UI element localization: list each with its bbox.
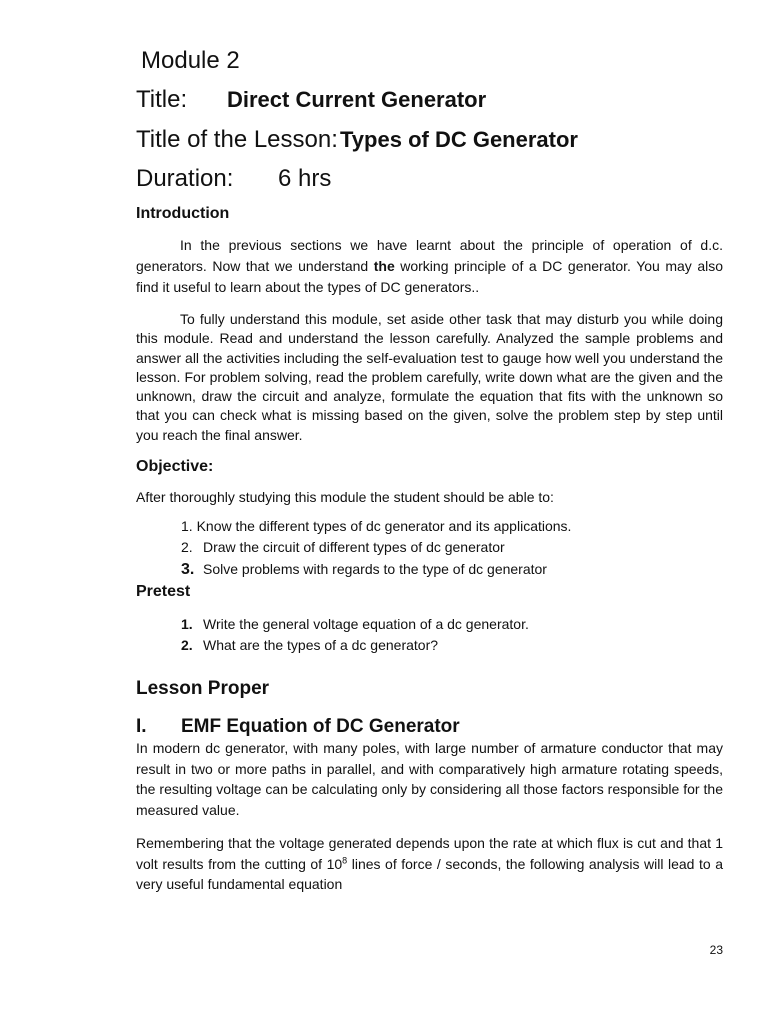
intro-p1-bold: the <box>373 258 395 274</box>
lesson-p2-text-a: Remembering that the voltage generated depends upon the rate at which flux is cut and that 1 volt results from the cutting of 10 <box>136 835 723 872</box>
duration-label: Duration: <box>136 165 234 192</box>
page-number: 23 <box>709 943 723 957</box>
duration-line <box>136 165 331 193</box>
intro-p1-text-a: In the previous sections we have learnt about the principle of operation of d.c. generators. Now that we understand <box>136 237 723 274</box>
objective-item-1 <box>181 516 571 536</box>
objective-item-3-text: Solve problems with regards to the type of dc generator <box>203 561 547 577</box>
module-label: Module 2 <box>141 47 240 74</box>
introduction-paragraph-2 <box>136 310 723 445</box>
pretest-item-1-text: Write the general voltage equation of a dc generator. <box>203 616 529 632</box>
title-value: Direct Current Generator <box>227 87 487 112</box>
objective-item-3-num: 3. <box>181 561 195 578</box>
lesson-paragraph-1: In modern dc generator, with many poles, with large number of armature conductor that may result in two or more paths in parallel, and with comparatively high armature rotating speeds, the resulting voltage can be calculating only by considering all those factors responsible for the measured value. <box>136 740 723 819</box>
pretest-item-1 <box>181 614 529 634</box>
objective-item-1-text: Know the different types of dc generator and its applications. <box>196 518 572 534</box>
pretest-item-1-num: 1. <box>181 616 193 632</box>
objective-heading: Objective: <box>136 458 214 475</box>
emf-section-number: I. <box>136 716 147 737</box>
emf-section-heading <box>136 716 460 738</box>
lesson-title-label: Title of the Lesson: <box>136 126 338 153</box>
intro-p1-text-b: working principle of a DC generator. You may also find it useful to learn about the types of DC generators.. <box>136 258 724 295</box>
pretest-item-2-text: What are the types of a dc generator? <box>203 637 439 653</box>
title-line <box>136 86 486 114</box>
pretest-item-2 <box>181 635 438 655</box>
pretest-heading: Pretest <box>136 583 191 600</box>
objective-intro: After thoroughly studying this module the student should be able to: <box>136 489 554 505</box>
objective-item-1-num: 1. <box>181 518 193 534</box>
duration-value: 6 hrs <box>278 165 332 192</box>
lesson-p2-text-b: lines of force / seconds, the following analysis will lead to a very useful fundamental equation <box>136 855 723 893</box>
lesson-title-value: Types of DC Generator <box>340 127 578 152</box>
lesson-p2-superscript: 8 <box>342 855 348 866</box>
intro-p2-text: To fully understand this module, set aside other task that may disturb you while doing this module. Read and understand the lesson carefully. Analyzed the sample problems and answer all the activities including the self-evaluation test to gauge how well you understand the lesson. For problem solving, read the problem carefully, write down what are the given and the unknown, draw the circuit and analyze, formulate the equation that fits with the unknown so that you can check what is missing based on the given, solve the problem step by step until you reach the final answer. <box>136 311 723 443</box>
introduction-heading: Introduction <box>136 205 230 222</box>
objective-item-3 <box>181 559 547 580</box>
objective-item-2 <box>181 537 505 557</box>
lesson-paragraph-2 <box>136 833 723 895</box>
pretest-item-2-num: 2. <box>181 637 193 653</box>
lesson-title-line <box>136 126 578 154</box>
emf-section-title: EMF Equation of DC Generator <box>181 716 460 737</box>
objective-item-2-num: 2. <box>181 539 193 555</box>
objective-item-2-text: Draw the circuit of different types of dc generator <box>203 539 505 555</box>
title-label: Title: <box>136 86 188 113</box>
introduction-paragraph-1 <box>136 235 723 298</box>
lesson-proper-heading: Lesson Proper <box>136 678 270 699</box>
